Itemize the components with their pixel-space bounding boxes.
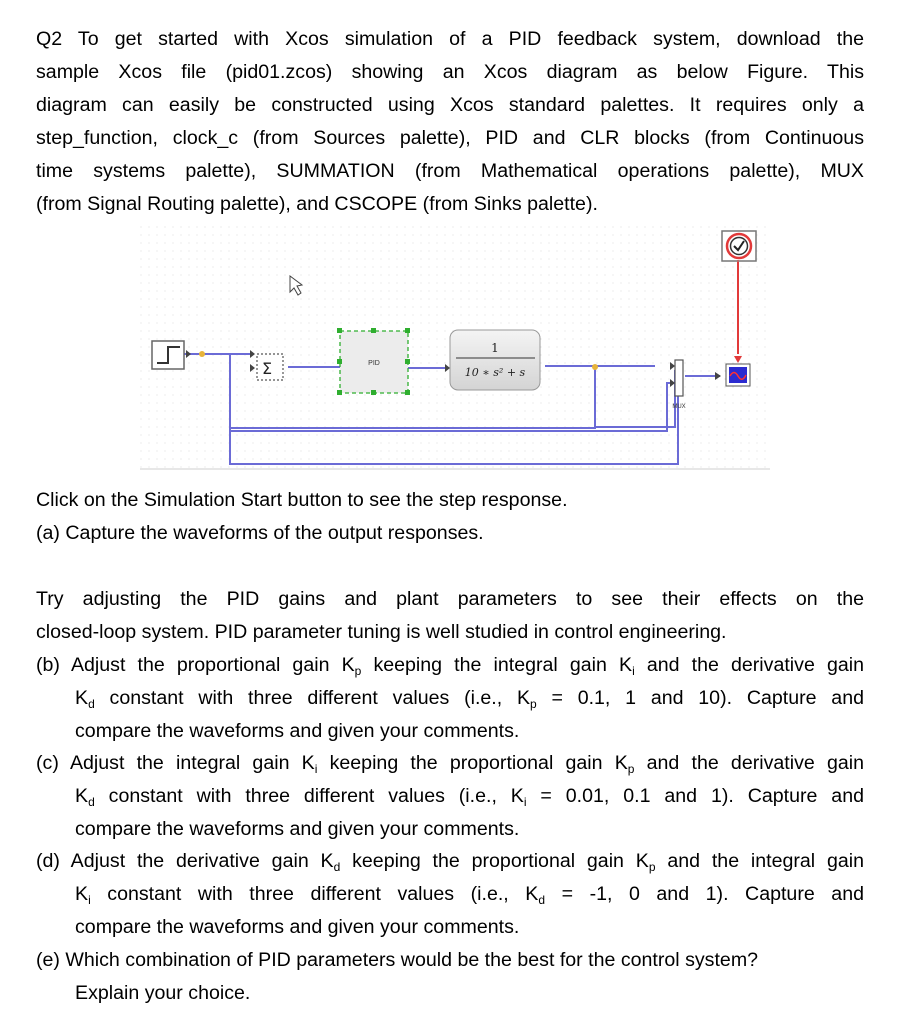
part-d: [36, 845, 864, 944]
part-e-line-1: (e) Which combination of PID parameters would be the best for the control system?: [36, 949, 759, 971]
intro-line-1: Q2 To get started with Xcos simulation of a PID feedback system, download the: [36, 28, 864, 50]
part-e: [36, 944, 864, 1010]
xcos-diagram: [140, 226, 770, 472]
part-b-line-1: (b) Adjust the proportional gain $K_p$ keeping the integral gain $K_i$ and the derivative gain: [36, 654, 864, 678]
part-a-text: (a) Capture the waveforms of the output responses.: [36, 522, 484, 544]
instructions-block: [36, 484, 864, 550]
part-d-line-3: compare the waveforms and given your comments.: [75, 916, 520, 938]
tuning-intro: [36, 583, 864, 649]
part-c: [36, 747, 864, 846]
tuning-line-2: closed-loop system. PID parameter tuning is well studied in control engineering.: [36, 621, 727, 643]
clr-denominator: 10 ∗ s² + s: [464, 366, 526, 379]
pid-block[interactable]: [337, 328, 410, 395]
part-c-line-1: (c) Adjust the integral gain $K_i$ keeping the proportional gain $K_p$ and the derivative gain: [36, 752, 864, 776]
tuning-line-1: Try adjusting the PID gains and plant parameters to see their effects on the: [36, 588, 864, 610]
split-point-output: [592, 364, 598, 370]
question-intro: [36, 23, 864, 221]
part-d-line-2: $K_i$ constant with three different values (i.e., $K_d = -1$, 0 and 1). Capture and: [75, 883, 864, 907]
intro-line-3: diagram can easily be constructed using Xcos standard palettes. It requires only a: [36, 94, 864, 116]
intro-line-5: time systems palette), SUMMATION (from Mathematical operations palette), MUX: [36, 160, 864, 182]
intro-line-6: (from Signal Routing palette), and CSCOPE (from Sinks palette).: [36, 193, 598, 215]
part-b-line-3: compare the waveforms and given your comments.: [75, 720, 520, 742]
simulation-start-text: Click on the Simulation Start button to see the step response.: [36, 489, 568, 511]
part-b-line-2: $K_d$ constant with three different values (i.e., $K_p = 0.1$, 1 and 10). Capture and: [75, 687, 864, 711]
part-b: [36, 649, 864, 748]
part-c-line-3: compare the waveforms and given your comments.: [75, 818, 520, 840]
pid-label: PID: [368, 360, 380, 367]
part-e-line-2: Explain your choice.: [75, 982, 251, 1004]
part-d-line-1: (d) Adjust the derivative gain $K_d$ keeping the proportional gain $K_p$ and the integral gain: [36, 850, 865, 874]
clock-c-block[interactable]: [722, 231, 756, 263]
intro-line-4: step_function, clock_c (from Sources palette), PID and CLR blocks (from Continuous: [36, 127, 864, 149]
intro-line-2: sample Xcos file (pid01.zcos) showing an Xcos diagram as below Figure. This: [36, 61, 864, 83]
sum-symbol: Σ: [262, 359, 273, 378]
split-point-input: [199, 351, 205, 357]
clr-transfer-function-block[interactable]: [445, 330, 540, 390]
mux-label: MUX: [672, 404, 686, 410]
part-c-line-2: $K_d$ constant with three different values (i.e., $K_i = 0.01$, 0.1 and 1). Capture and: [75, 785, 865, 809]
clr-numerator: 1: [491, 341, 499, 355]
